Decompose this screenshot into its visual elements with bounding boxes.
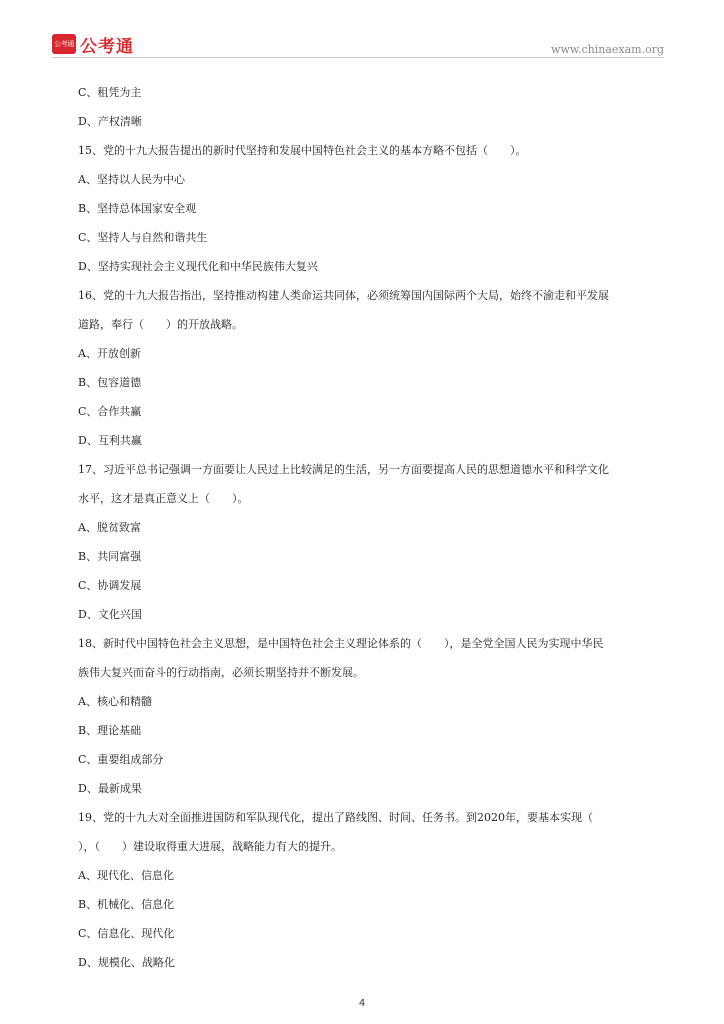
option-line: D、文化兴国 bbox=[78, 608, 142, 621]
option-line: D、互利共赢 bbox=[78, 434, 142, 447]
question-line: ），（ ）建设取得重大进展，战略能力有大的提升。 bbox=[78, 840, 342, 853]
option-line: B、机械化、信息化 bbox=[78, 898, 175, 911]
page-number: 4 bbox=[358, 998, 366, 1009]
option-line: A、核心和精髓 bbox=[78, 695, 152, 708]
header-divider bbox=[52, 57, 664, 58]
logo-text: 公考通 bbox=[80, 36, 134, 57]
question-line: 18、新时代中国特色社会主义思想，是中国特色社会主义理论体系的（ ），是全党全国人民为实现中华民 bbox=[78, 637, 604, 650]
option-line: A、开放创新 bbox=[78, 347, 141, 360]
option-line: C、租凭为主 bbox=[78, 86, 142, 99]
question-line: 19、党的十九大对全面推进国防和军队现代化，提出了路线图、时间、任务书。到2020年，要基本实现（ bbox=[78, 811, 593, 824]
question-line: 道路，奉行（ ）的开放战略。 bbox=[78, 318, 243, 331]
option-line: D、产权清晰 bbox=[78, 115, 142, 128]
question-content bbox=[78, 78, 668, 977]
logo-badge-icon: 公考通 bbox=[52, 34, 76, 54]
option-line: C、重要组成部分 bbox=[78, 753, 164, 766]
question-line: 15、党的十九大报告提出的新时代坚持和发展中国特色社会主义的基本方略不包括（ ）。 bbox=[78, 144, 527, 157]
question-line: 族伟大复兴而奋斗的行动指南，必须长期坚持并不断发展。 bbox=[78, 666, 364, 679]
question-line: 16、党的十九大报告指出，坚持推动构建人类命运共同体，必须统筹国内国际两个大局，始终不渝走和平发展 bbox=[78, 289, 609, 302]
option-line: C、协调发展 bbox=[78, 579, 142, 592]
question-line: 17、习近平总书记强调一方面要让人民过上比较满足的生活，另一方面要提高人民的思想道德水平和科学文化 bbox=[78, 463, 609, 476]
option-line: C、信息化、现代化 bbox=[78, 927, 175, 940]
option-line: C、坚持人与自然和谐共生 bbox=[78, 231, 208, 244]
brand-logo[interactable] bbox=[52, 33, 134, 55]
option-line: B、包容道德 bbox=[78, 376, 142, 389]
option-line: C、合作共赢 bbox=[78, 405, 142, 418]
option-line: A、现代化、信息化 bbox=[78, 869, 174, 882]
option-line: A、坚持以人民为中心 bbox=[78, 173, 185, 186]
option-line: B、坚持总体国家安全观 bbox=[78, 202, 197, 215]
option-line: A、脱贫致富 bbox=[78, 521, 141, 534]
option-line: D、规模化、战略化 bbox=[78, 956, 175, 969]
option-line: B、共同富强 bbox=[78, 550, 142, 563]
page-header bbox=[52, 33, 664, 63]
option-line: D、最新成果 bbox=[78, 782, 142, 795]
option-line: D、坚持实现社会主义现代化和中华民族伟大复兴 bbox=[78, 260, 318, 273]
site-url[interactable]: www.chinaexam.org bbox=[551, 43, 664, 56]
option-line: B、理论基础 bbox=[78, 724, 142, 737]
question-line: 水平，这才是真正意义上（ ）。 bbox=[78, 492, 249, 505]
